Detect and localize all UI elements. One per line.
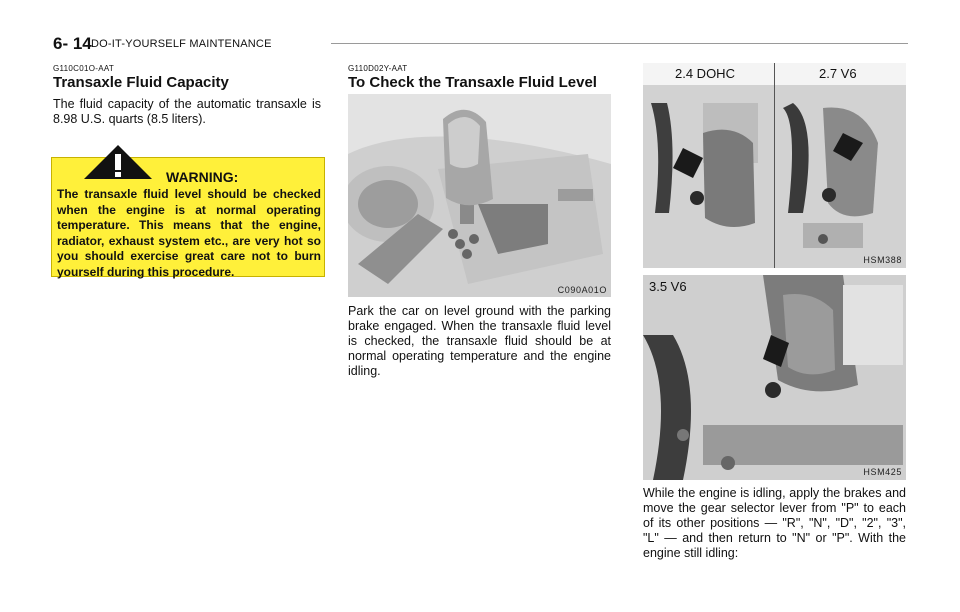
warning-text: The transaxle fluid level should be checked when the engine is at normal operating temperature. This means that the engine, radiator, exhaust system etc., are very hot so you should exercise great care not to burn yourself during this procedure. bbox=[57, 187, 321, 279]
engine-top-image bbox=[643, 63, 906, 268]
gear-image-code: C090A01O bbox=[557, 285, 607, 295]
capacity-text: The fluid capacity of the automatic transaxle is 8.98 U.S. quarts (8.5 liters). bbox=[53, 97, 321, 126]
capacity-heading: Transaxle Fluid Capacity bbox=[53, 74, 229, 91]
warning-icon bbox=[82, 144, 154, 180]
page-number: 6- 14 bbox=[53, 34, 92, 53]
check-code: G110D02Y-AAT bbox=[348, 64, 408, 73]
header-rule bbox=[331, 43, 908, 44]
section-title: DO-IT-YOURSELF MAINTENANCE bbox=[91, 38, 272, 50]
engine-label-2-4-dohc: 2.4 DOHC bbox=[675, 66, 735, 81]
idle-instructions: While the engine is idling, apply the brakes and move the gear selector lever from "P" to each of its other positions — "R", "N", "D", "2", "3", "L" — and then return to "N" or "P". With the engine still idling: bbox=[643, 486, 906, 560]
gear-selector-image bbox=[348, 94, 611, 297]
engine-label-2-7-v6: 2.7 V6 bbox=[819, 66, 857, 81]
page-header bbox=[53, 34, 908, 54]
capacity-code: G110C01O-AAT bbox=[53, 64, 115, 73]
engine-bottom-image bbox=[643, 275, 906, 480]
check-heading: To Check the Transaxle Fluid Level bbox=[348, 74, 597, 91]
engine-bottom-image-code: HSM425 bbox=[863, 467, 902, 477]
engine-label-3-5-v6: 3.5 V6 bbox=[649, 279, 687, 294]
check-text: Park the car on level ground with the parking brake engaged. When the transaxle fluid level is checked, the transaxle fluid should be at normal operating temperature and the engine idling. bbox=[348, 304, 611, 378]
warning-box bbox=[51, 157, 325, 277]
engine-top-image-code: HSM388 bbox=[863, 255, 902, 265]
warning-title: WARNING: bbox=[166, 169, 239, 185]
